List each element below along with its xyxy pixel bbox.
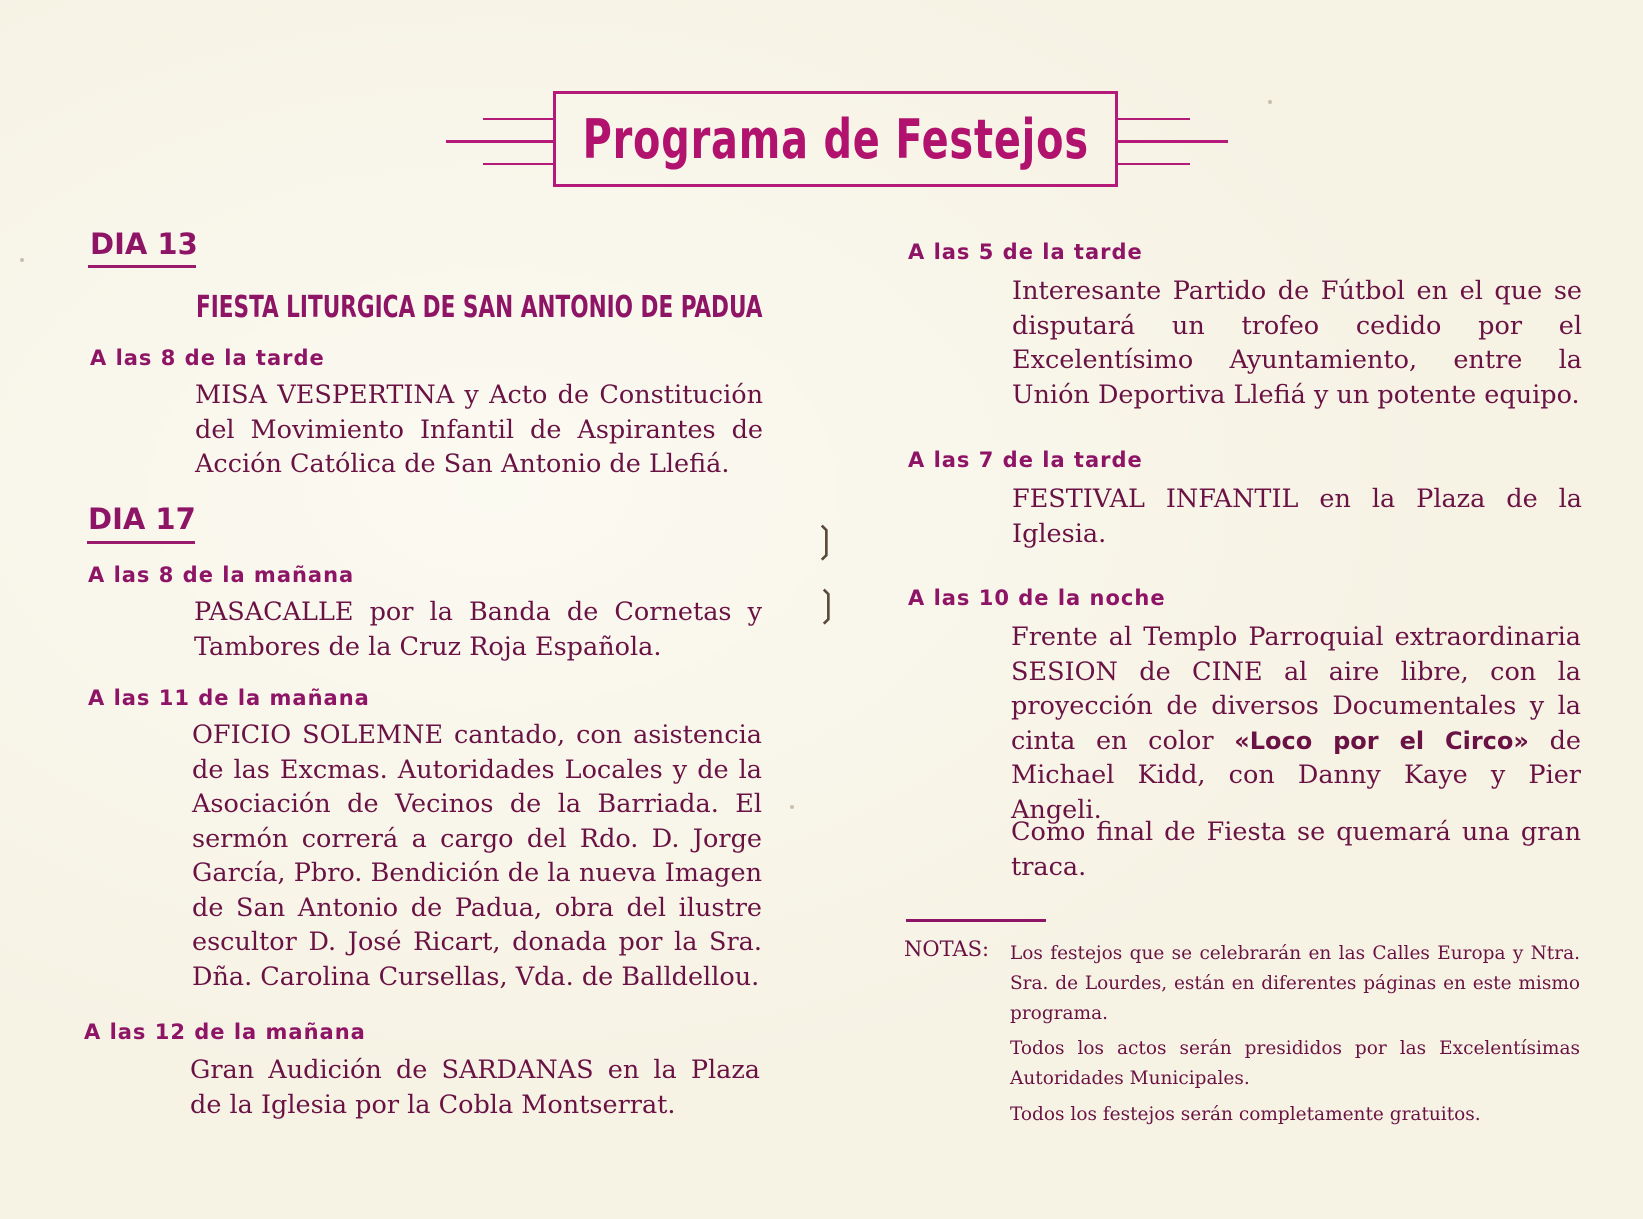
header-box: [553, 91, 1118, 187]
event-description: Interesante Partido de Fútbol en el que se disputará un trofeo cedido por el Excelentísimo Ayuntamiento, entre la Unión Deportiva Llefiá y un potente equipo.: [1012, 276, 1582, 410]
header-line-left-bottom: [483, 163, 553, 165]
header-line-left-long: [446, 140, 553, 143]
note-item: Los festejos que se celebrarán en las Calles Europa y Ntra. Sra. de Lourdes, están en diferentes páginas en este mismo programa.: [1010, 943, 1580, 1024]
paper-speck: [1268, 100, 1272, 104]
event-time: A las 10 de la noche: [908, 586, 1166, 610]
event-time: A las 7 de la tarde: [908, 448, 1143, 472]
paper-speck: [790, 805, 794, 809]
event-time: A las 5 de la tarde: [908, 240, 1143, 264]
event-time: A las 8 de la tarde: [90, 346, 325, 370]
event-description: PASACALLE por la Banda de Cornetas y Tambores de la Cruz Roja Española.: [194, 597, 762, 662]
event-time: A las 12 de la mañana: [84, 1020, 366, 1044]
event-time: A las 11 de la mañana: [88, 686, 370, 710]
day-underline-17: [87, 541, 195, 544]
note-item: Todos los actos serán presididos por las Excelentísimas Autoridades Municipales.: [1010, 1038, 1580, 1089]
event-description-finale: Como final de Fiesta se quemará una gran traca.: [1011, 817, 1581, 882]
event-description: Gran Audición de SARDANAS en la Plaza de la Iglesia por la Cobla Montserrat.: [190, 1055, 760, 1120]
header-line-right-top: [1118, 118, 1190, 120]
header-line-right-long: [1118, 140, 1228, 143]
paper-speck: [20, 258, 24, 262]
header-line-left-top: [483, 118, 553, 120]
event-time: A las 8 de la mañana: [88, 563, 355, 587]
staple-mark-bottom: ❳: [812, 584, 843, 625]
day-underline-13: [88, 265, 196, 268]
notes-divider: [906, 919, 1046, 922]
event-description: MISA VESPERTINA y Acto de Constitución del Movimiento Infantil de Aspirantes de Acción Católica de San Antonio de Llefiá.: [195, 380, 763, 479]
notes-label: NOTAS:: [904, 937, 990, 961]
page-title: Programa de Festejos: [582, 107, 1089, 171]
cinema-text-before: Frente al Templo Parroquial extraordinaria SESION de CINE al aire libre, con la proyección de diversos Documentales y la cinta en color: [1011, 622, 1581, 756]
day-heading-13: DIA 13: [90, 227, 198, 261]
event-description-cinema: [1011, 620, 1581, 827]
film-title: «Loco por el Circo»: [1234, 726, 1529, 755]
day-heading-17: DIA 17: [88, 502, 196, 536]
header-line-right-bottom: [1118, 163, 1190, 165]
event-description: OFICIO SOLEMNE cantado, con asistencia de las Excmas. Autoridades Locales y de la Asociación de Vecinos de la Barriada. El sermón correrá a cargo del Rdo. D. Jorge García, Pbro. Bendición de la nueva Imagen de San Antonio de Padua, obra del ilustre escultor D. José Ricart, donada por la Sra. Dña. Carolina Cursellas, Vda. de Balldellou.: [192, 720, 762, 992]
cinema-text-after: de Michael Kidd, con Danny Kaye y Pier Angeli.: [1011, 725, 1581, 825]
note-item: Todos los festejos serán completamente gratuitos.: [1010, 1104, 1481, 1125]
staple-mark-top: ❳: [810, 520, 841, 561]
event-description: FESTIVAL INFANTIL en la Plaza de la Iglesia.: [1012, 484, 1582, 549]
liturgy-title: FIESTA LITURGICA DE SAN ANTONIO DE PADUA: [196, 290, 763, 325]
